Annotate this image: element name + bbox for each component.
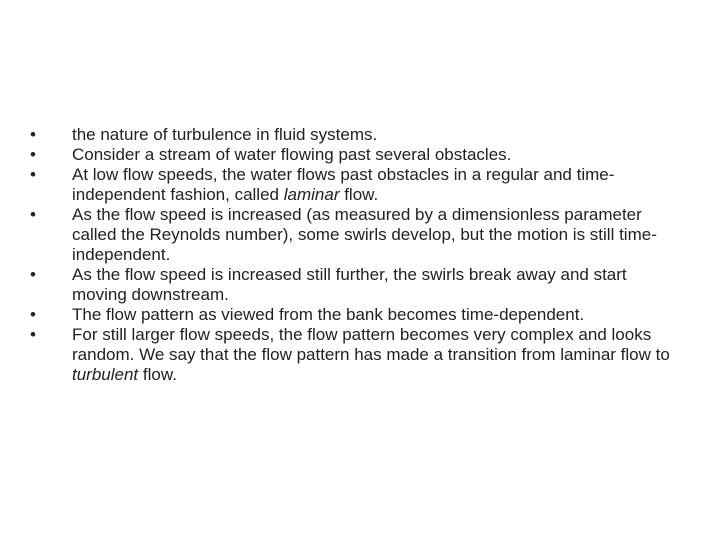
bullet-dot-icon: • xyxy=(30,145,36,164)
bullet-dot-icon: • xyxy=(30,165,36,184)
bullet-item xyxy=(30,265,680,305)
bullet-list xyxy=(30,125,680,385)
bullet-text-part: For still larger flow speeds, the flow pattern becomes very complex and looks random. We say that the flow pattern has made a transition from laminar flow to xyxy=(72,325,670,364)
bullet-text: As the flow speed is increased (as measured by a dimensionless parameter called the Reynolds number), some swirls develop, but the motion is still time-independent. xyxy=(72,205,657,264)
bullet-text xyxy=(72,325,670,384)
bullet-item xyxy=(30,145,680,165)
bullet-text-part: At low flow speeds, the water flows past obstacles in a regular and time-independent fashion, called xyxy=(72,165,615,204)
bullet-dot-icon: • xyxy=(30,205,36,224)
bullet-text: The flow pattern as viewed from the bank becomes time-dependent. xyxy=(72,305,585,324)
bullet-item xyxy=(30,305,680,325)
bullet-item xyxy=(30,165,680,205)
bullet-text: As the flow speed is increased still further, the swirls break away and start moving downstream. xyxy=(72,265,627,304)
bullet-dot-icon: • xyxy=(30,265,36,284)
bullet-dot-icon: • xyxy=(30,325,36,344)
bullet-dot-icon: • xyxy=(30,125,36,144)
bullet-text: the nature of turbulence in fluid systems. xyxy=(72,125,378,144)
bullet-item xyxy=(30,325,680,385)
bullet-dot-icon: • xyxy=(30,305,36,324)
bullet-item xyxy=(30,205,680,265)
bullet-item xyxy=(30,125,680,145)
bullet-text-part: flow. xyxy=(138,365,177,384)
bullet-text-part: flow. xyxy=(339,185,379,204)
italic-term: turbulent xyxy=(72,365,139,384)
bullet-text: Consider a stream of water flowing past several obstacles. xyxy=(72,145,512,164)
bullet-text xyxy=(72,165,614,204)
italic-term: laminar xyxy=(283,185,340,204)
